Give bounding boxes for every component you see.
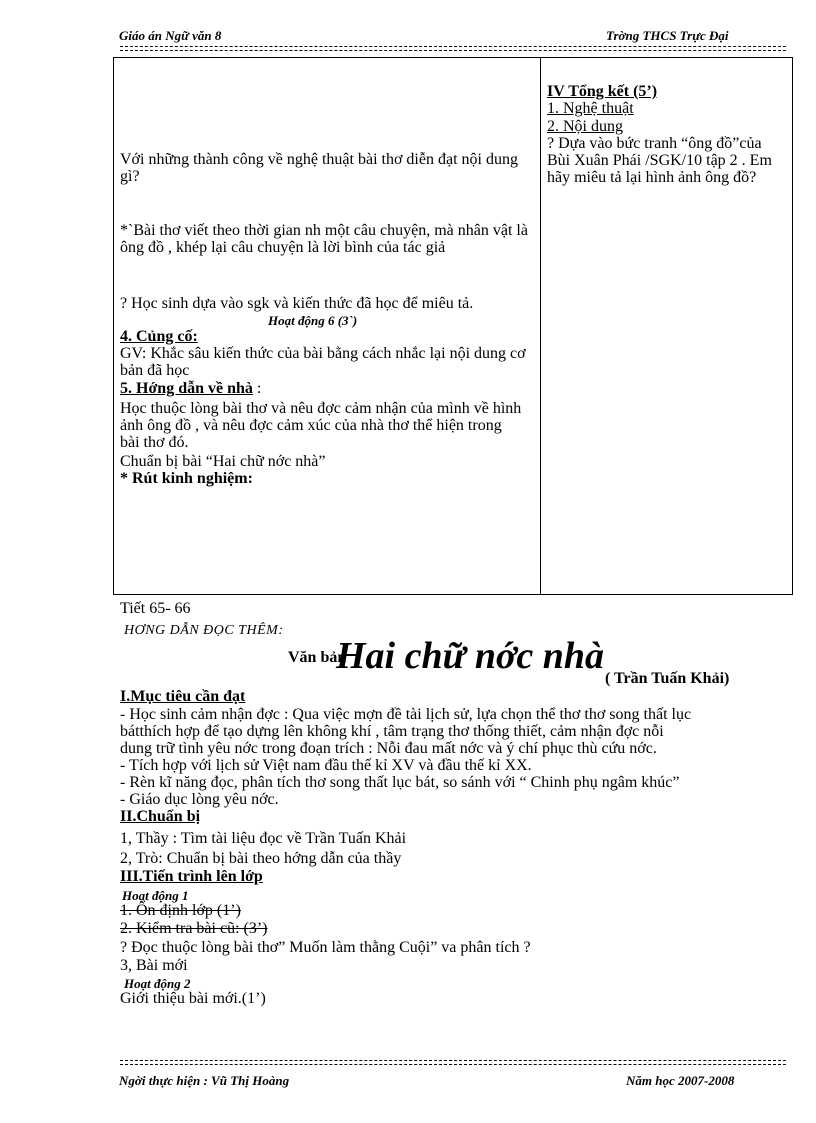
footer-rule-2 — [120, 1064, 786, 1066]
homework-text: Học thuộc lòng bài thơ và nêu đợc cảm nhận của mình về hình ảnh ông đồ , và nêu đợc cảm xúc của nhà thơ thể hiện trong bài thơ đó. — [120, 400, 522, 451]
objectives-line-5: - Rèn kĩ năng đọc, phân tích thơ song thất lục bát, so sánh với “ Chinh phụ ngâm khúc” — [120, 774, 680, 791]
introduce-lesson: Giới thiệu bài mới.(1’) — [120, 990, 266, 1007]
objectives-title: I.Mục tiêu cần đạt — [120, 688, 246, 705]
activity-1-heading: Hoạt động 1 — [122, 888, 189, 903]
summary-content: 2. Nội dung — [547, 118, 623, 135]
footer-right: Năm học 2007-2008 — [626, 1073, 735, 1088]
header-right: Trờng THCS Trực Đại — [606, 28, 729, 43]
objectives-line-6: - Giáo dục lòng yêu nớc. — [120, 791, 279, 808]
lesson-subtitle: HƠNG DẪN ĐỌC THÊM: — [124, 623, 284, 638]
objectives-line-2: bátthích hợp để tạo dựng lên không khí , tâm trạng thơ thống thiết, cảm nhận đợc nỗi — [120, 723, 664, 740]
objectives-line-1: - Học sinh cảm nhận đợc : Qua việc mợn đề tài lịch sử, lựa chọn thể thơ thơ song thất lục — [120, 706, 692, 723]
table-column-divider — [540, 57, 541, 595]
old-lesson-question: ? Đọc thuộc lòng bài thơ” Muốn làm thằng Cuội” va phân tích ? — [120, 939, 531, 956]
header-rule-1 — [120, 46, 786, 48]
lesson-author: ( Trần Tuấn Khải) — [605, 670, 730, 687]
preparation-title: II.Chuẩn bị — [120, 808, 201, 825]
consolidation-title: 4. Củng cố: — [120, 328, 198, 345]
homework-colon: : — [252, 380, 262, 397]
prepare-next: Chuẩn bị bài “Hai chữ nớc nhà” — [120, 453, 326, 470]
procedure-title: III.Tiến trình lên lớp — [120, 868, 263, 885]
header-left: Giáo án Ngữ văn 8 — [119, 28, 222, 43]
objectives-line-4: - Tích hợp với lịch sử Việt nam đầu thế kỉ XV và đầu thế kỉ XX. — [120, 757, 532, 774]
lesson-period: Tiết 65- 66 — [120, 600, 191, 617]
homework-title-line — [120, 380, 261, 397]
new-lesson: 3, Bài mới — [120, 957, 188, 974]
header-rule-2 — [120, 50, 786, 52]
footer-left: Ngời thực hiện : Vũ Thị Hoàng — [119, 1073, 290, 1088]
activity-2-heading: Hoạt động 2 — [124, 976, 191, 991]
answer-story: *`Bài thơ viết theo thời gian nh một câu chuyện, mà nhân vật là ông đồ , khép lại câu chuyện là lời bình của tác giả — [120, 222, 528, 256]
activity-6-heading: Hoạt động 6 (3`) — [268, 313, 358, 328]
footer-rule-1 — [120, 1060, 786, 1062]
consolidation-text: GV: Khắc sâu kiến thức của bài bằng cách nhắc lại nội dung cơ bản đã học — [120, 345, 526, 379]
lesson-title: Hai chữ nớc nhà — [336, 635, 605, 677]
preparation-teacher: 1, Thầy : Tìm tài liệu đọc về Trần Tuấn Khải — [120, 830, 407, 847]
question-describe: ? Học sinh dựa vào sgk và kiến thức đã học để miêu tả. — [120, 295, 474, 312]
objectives-line-3: dung trữ tình yêu nớc trong đoạn trích : Nỗi đau mất nớc và ý chí phục thù cứu nớc. — [120, 740, 657, 757]
text-label: Văn bản — [288, 649, 347, 666]
old-lesson-check: 2. Kiểm tra bài cũ: (3’) — [120, 920, 268, 937]
summary-art: 1. Nghệ thuật — [547, 100, 634, 117]
summary-title: IV Tổng kết (5’) — [547, 83, 658, 100]
experience-notes: * Rút kinh nghiệm: — [120, 470, 253, 487]
class-stabilize: 1. Ổn định lớp (1’) — [120, 902, 241, 919]
painting-question: ? Dựa vào bức tranh “ông đồ”của Bùi Xuân Phái /SGK/10 tập 2 . Em hãy miêu tả lại hình ảnh ông đồ? — [547, 135, 772, 186]
homework-title: 5. Hớng dẫn về nhà — [120, 380, 253, 397]
question-content: Với những thành công về nghệ thuật bài thơ diễn đạt nội dung gì? — [120, 151, 518, 185]
preparation-student: 2, Trò: Chuẩn bị bài theo hớng dẫn của thầy — [120, 850, 402, 867]
